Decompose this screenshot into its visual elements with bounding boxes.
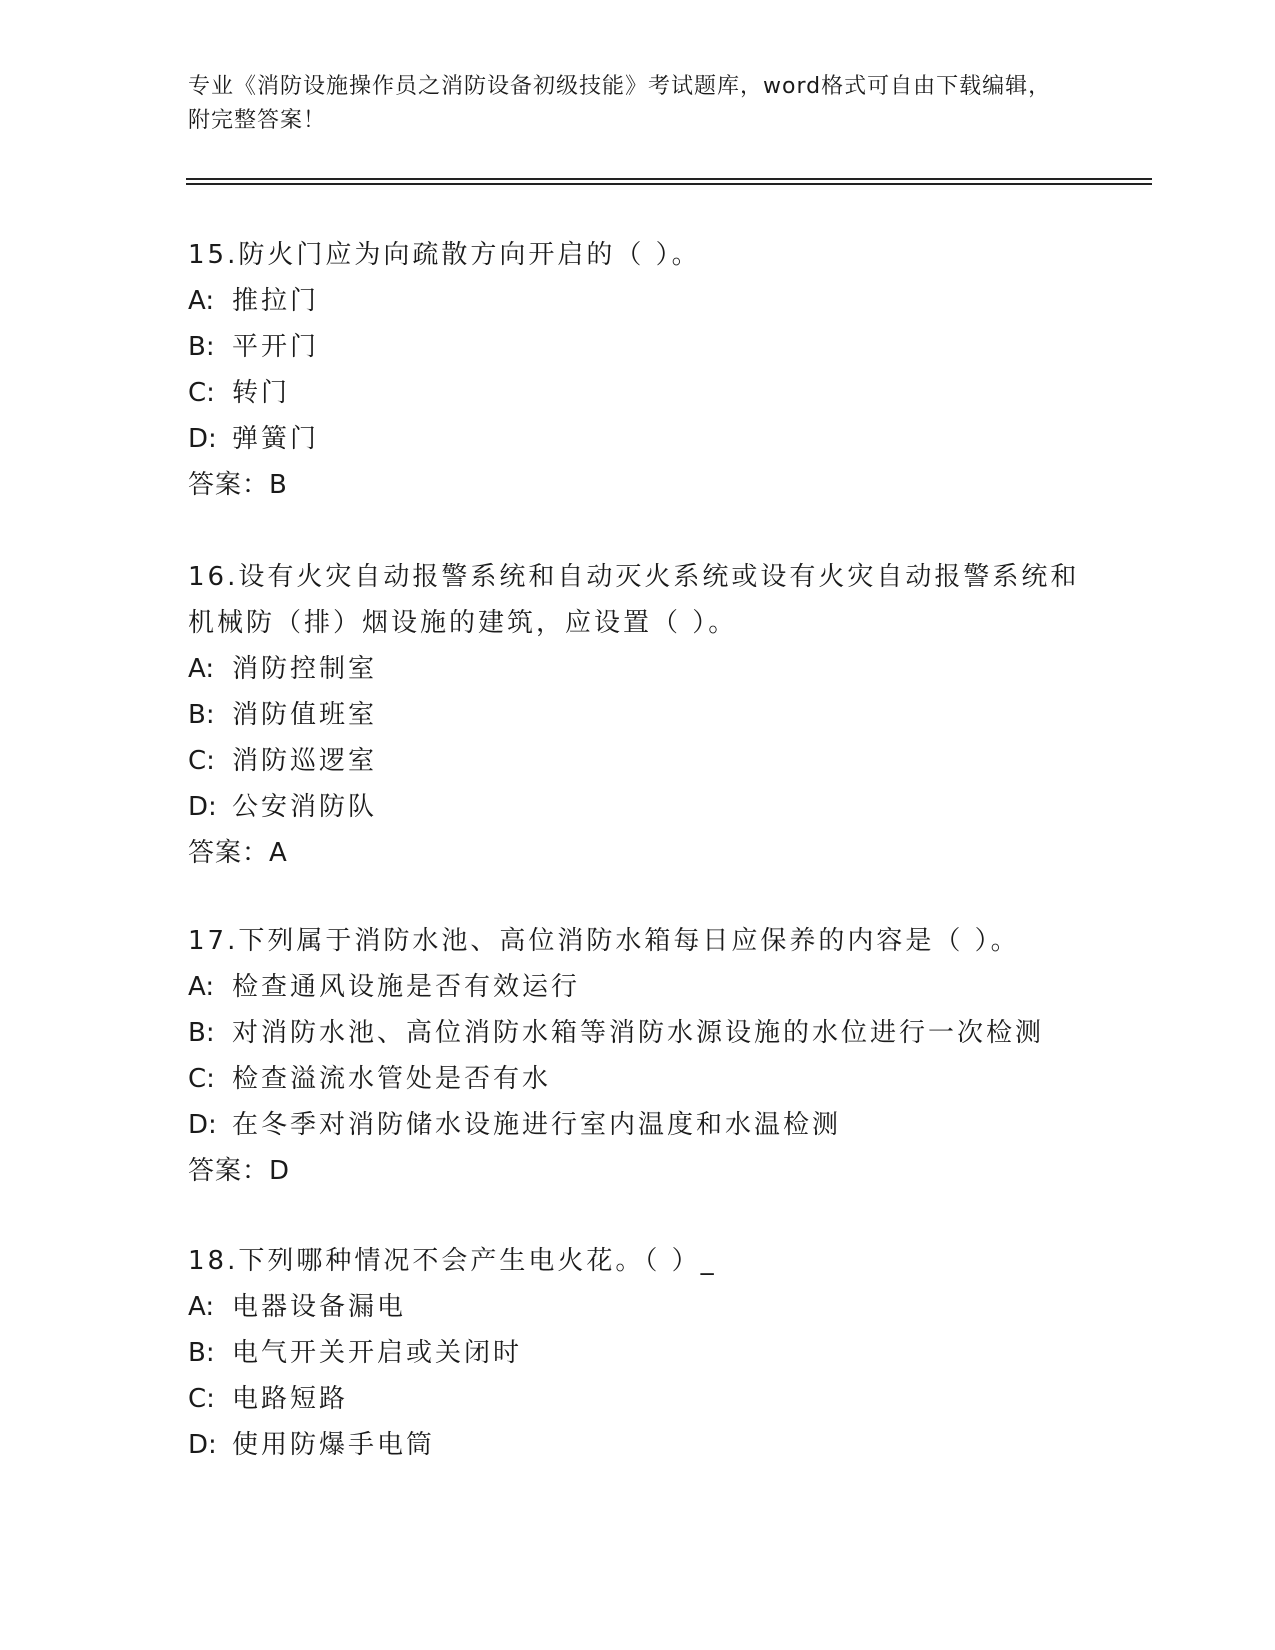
option-d <box>188 784 1088 830</box>
option-text: 检查溢流水管处是否有水 <box>232 1064 552 1094</box>
option-a <box>188 278 1088 324</box>
option-text: 消防巡逻室 <box>232 746 378 776</box>
option-a <box>188 646 1088 692</box>
option-b <box>188 1010 1088 1056</box>
option-a <box>188 1284 1088 1330</box>
answer-line: 答案：A <box>188 838 288 868</box>
option-c <box>188 1056 1088 1102</box>
answer-line: 答案：D <box>188 1156 291 1186</box>
option-text: 在冬季对消防储水设施进行室内温度和水温检测 <box>232 1110 842 1140</box>
option-letter: A: <box>188 286 215 316</box>
question-stem: 18.下列哪种情况不会产生电火花。（ ）_ <box>188 1246 717 1276</box>
option-text: 弹簧门 <box>232 424 320 454</box>
option-text: 公安消防队 <box>232 792 378 822</box>
option-text: 消防控制室 <box>232 654 378 684</box>
question-stem: 16.设有火灾自动报警系统和自动灭火系统或设有火灾自动报警系统和机械防（排）烟设施的建筑，应设置（ ）。 <box>188 562 1080 638</box>
option-text: 转门 <box>232 378 291 408</box>
option-letter: A: <box>188 654 215 684</box>
option-letter: B: <box>188 1018 215 1048</box>
option-letter: C: <box>188 746 215 776</box>
question-stem: 17.下列属于消防水池、高位消防水箱每日应保养的内容是（ ）。 <box>188 926 1020 956</box>
option-letter: A: <box>188 972 215 1002</box>
option-letter: B: <box>188 700 215 730</box>
question-16 <box>188 554 1088 876</box>
option-letter: D: <box>188 1430 217 1460</box>
option-letter: B: <box>188 1338 215 1368</box>
option-letter: C: <box>188 378 215 408</box>
option-text: 消防值班室 <box>232 700 378 730</box>
document-header: 专业《消防设施操作员之消防设备初级技能》考试题库，word格式可自由下载编辑，附完整答案！ <box>188 74 1052 133</box>
option-letter: C: <box>188 1064 215 1094</box>
option-c <box>188 738 1088 784</box>
option-text: 电路短路 <box>232 1384 349 1414</box>
option-text: 检查通风设施是否有效运行 <box>232 972 581 1002</box>
option-text: 电器设备漏电 <box>232 1292 407 1322</box>
header-rule-top <box>186 178 1152 180</box>
option-d <box>188 1102 1088 1148</box>
option-a <box>188 964 1088 1010</box>
option-text: 使用防爆手电筒 <box>232 1430 436 1460</box>
option-d <box>188 1422 1088 1468</box>
option-c <box>188 370 1088 416</box>
option-b <box>188 692 1088 738</box>
option-letter: D: <box>188 1110 217 1140</box>
option-letter: D: <box>188 792 217 822</box>
option-text: 推拉门 <box>232 286 320 316</box>
option-letter: D: <box>188 424 217 454</box>
question-18 <box>188 1238 1088 1468</box>
option-b <box>188 1330 1088 1376</box>
question-15 <box>188 232 1088 508</box>
answer-line: 答案：B <box>188 470 288 500</box>
question-17 <box>188 918 1088 1194</box>
option-text: 对消防水池、高位消防水箱等消防水源设施的水位进行一次检测 <box>232 1018 1045 1048</box>
option-letter: A: <box>188 1292 215 1322</box>
option-text: 电气开关开启或关闭时 <box>232 1338 523 1368</box>
question-stem: 15.防火门应为向疏散方向开启的（ ）。 <box>188 240 701 270</box>
option-letter: B: <box>188 332 215 362</box>
option-c <box>188 1376 1088 1422</box>
option-d <box>188 416 1088 462</box>
header-rule-bottom <box>186 183 1152 185</box>
option-b <box>188 324 1088 370</box>
option-text: 平开门 <box>232 332 320 362</box>
option-letter: C: <box>188 1384 215 1414</box>
